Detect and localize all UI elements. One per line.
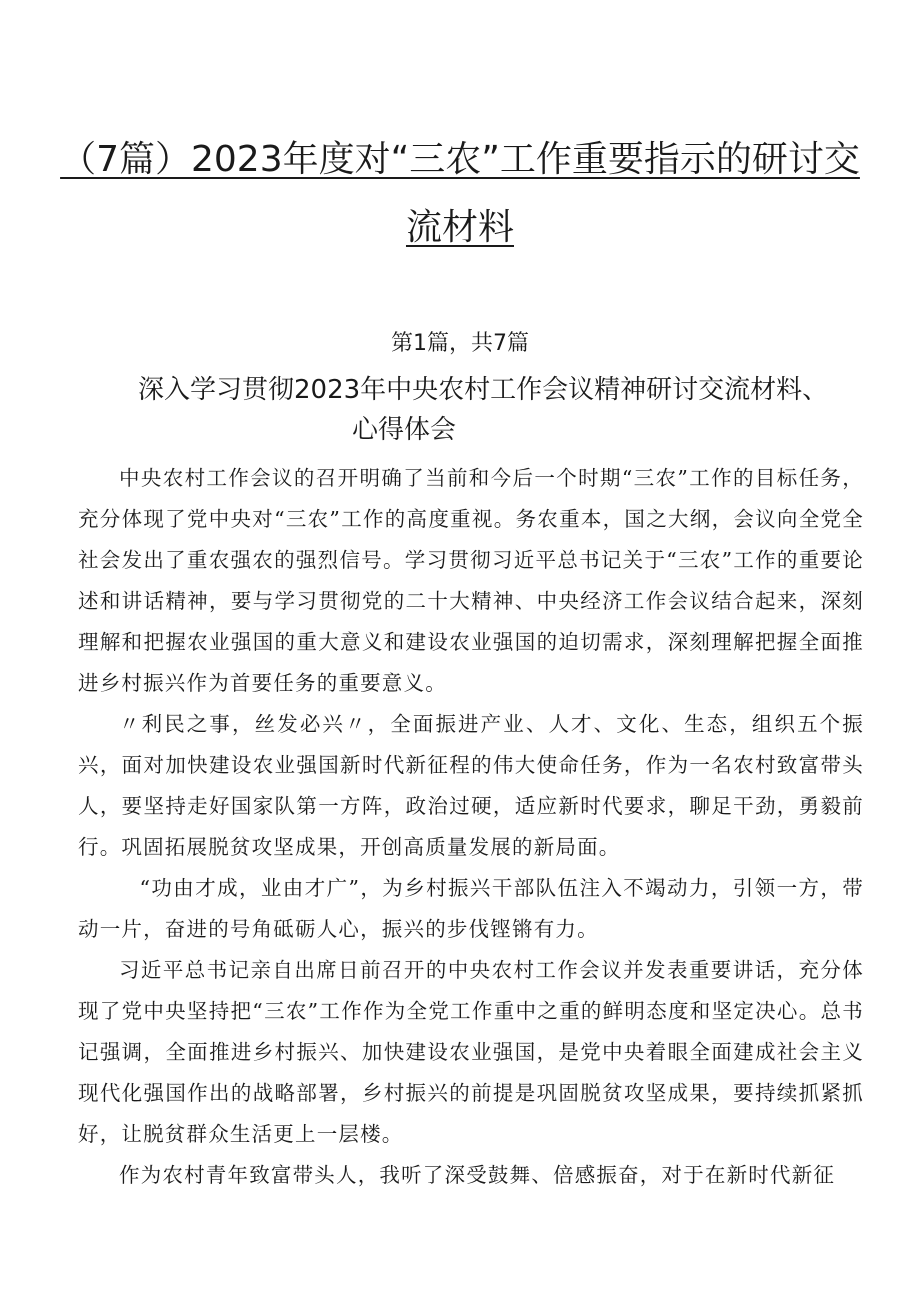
body-paragraph-1: 中央农村工作会议的召开明确了当前和今后一个时期“三农”工作的目标任务，充分体现了党中央对“三农”工作的高度重视。务农重本，国之大纲，会议向全党全社会发出了重农强农的强烈信号。学习贯彻习近平总书记关于“三农”工作的重要论述和讲话精神，要与学习贯彻党的二十大精神、中央经济工作会议结合起来，深刻理解和把握农业强国的重大意义和建设农业强国的迫切需求，深刻理解把握全面推进乡村振兴作为首要任务的重要意义。 bbox=[78, 466, 864, 695]
document-title-line-2: 流材料 bbox=[405, 207, 514, 248]
body-paragraph-2: 〃利民之事，丝发必兴〃，全面振进产业、人才、文化、生态，组织五个振兴，面对加快建设农业强国新时代新征程的伟大使命任务，作为一名农村致富带头人，要坚持走好国家队第一方阵，政治过硬，适应新时代要求，聊足干劲，勇毅前行。巩固拓展脱贫攻坚成果，开创高质量发展的新局面。 bbox=[78, 712, 864, 859]
part-label: 第1篇，共7篇 bbox=[391, 331, 529, 356]
article-subtitle-line-1: 深入学习贯彻2023年中央农村工作会议精神研讨交流材料、 bbox=[138, 375, 829, 405]
body-paragraph-4: 习近平总书记亲自出席日前召开的中央农村工作会议并发表重要讲话，充分体现了党中央坚持把“三农”工作作为全党工作重中之重的鲜明态度和坚定决心。总书记强调，全面推进乡村振兴、加快建设农业强国，是党中央着眼全面建成社会主义现代化强国作出的战略部署，乡村振兴的前提是巩固脱贫攻坚成果，要持续抓紧抓好，让脱贫群众生活更上一层楼。 bbox=[78, 958, 864, 1146]
article-subtitle-line-2: 心得体会 bbox=[352, 415, 457, 445]
body-paragraph-5: 作为农村青年致富带头人，我听了深受鼓舞、倍感振奋，对于在新时代新征 bbox=[119, 1163, 836, 1187]
document-title-line-1: （7篇）2023年度对“三农”工作重要指示的研讨交 bbox=[60, 139, 860, 180]
body-paragraph-3: “功由才成，业由才广”，为乡村振兴干部队伍注入不竭动力，引领一方，带动一片，奋进的号角砥砺人心，振兴的步伐铿锵有力。 bbox=[78, 876, 864, 941]
